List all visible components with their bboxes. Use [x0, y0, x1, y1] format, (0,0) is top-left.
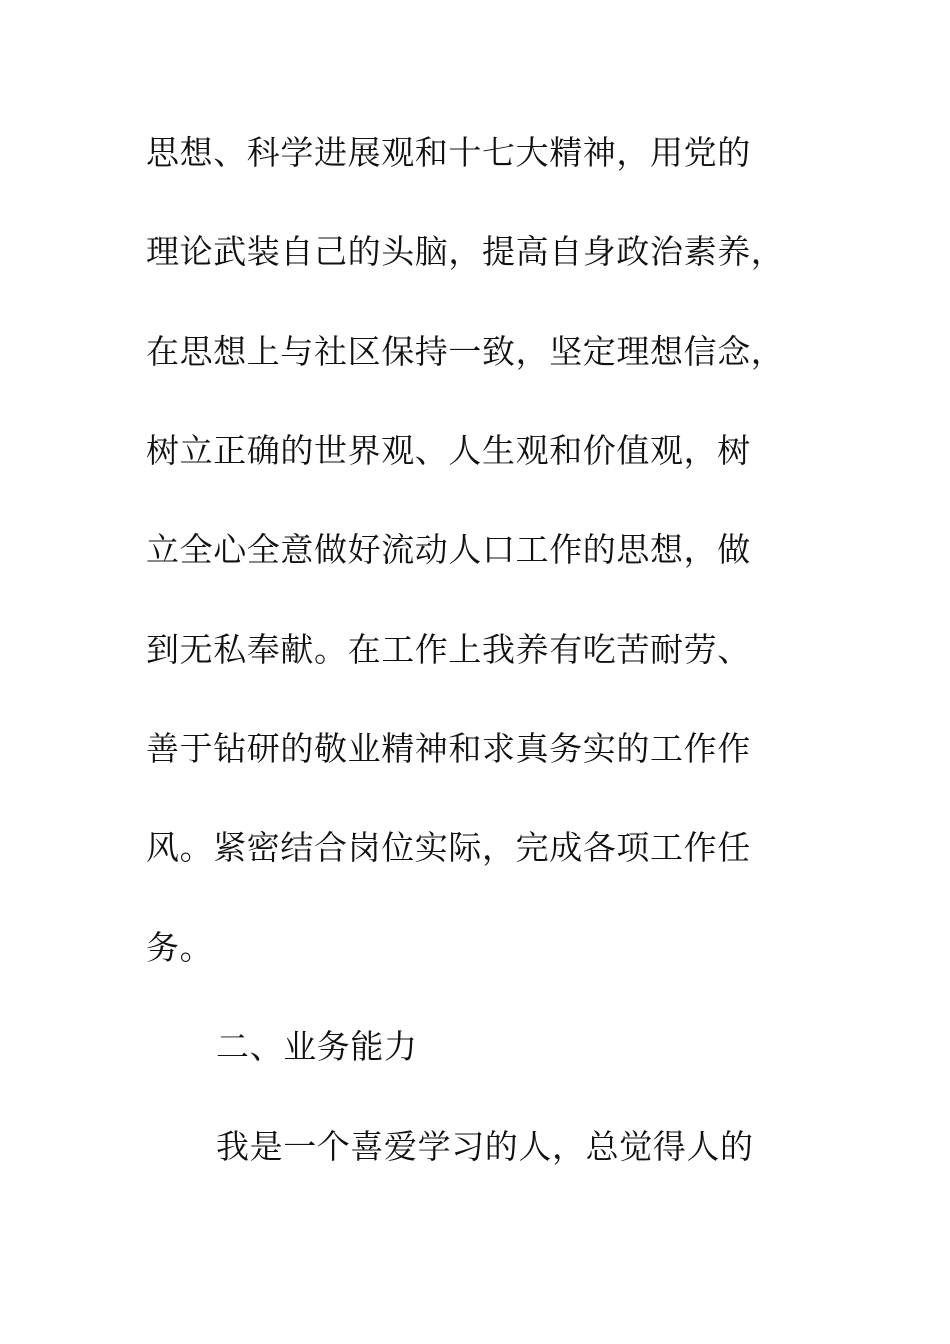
text-line-6: 到无私奉献。在工作上我养有吃苦耐劳、: [146, 630, 751, 669]
text-line-9: 务。: [146, 928, 214, 967]
section-heading: 二、业务能力: [216, 1027, 418, 1066]
text-line-3: 在思想上与社区保持一致，坚定理想信念，: [146, 332, 785, 371]
text-line-2: 理论武装自己的头脑，提高自身政治素养，: [146, 232, 785, 271]
text-line-1: 思想、科学进展观和十七大精神，用党的: [146, 133, 751, 172]
text-line-8: 风。紧密结合岗位实际，完成各项工作任: [146, 828, 751, 867]
text-line-7: 善于钻研的敬业精神和求真务实的工作作: [146, 729, 751, 768]
text-line-4: 树立正确的世界观、人生观和价值观，树: [146, 431, 751, 470]
paragraph-first-line: 我是一个喜爱学习的人，总觉得人的: [216, 1127, 754, 1166]
text-line-5: 立全心全意做好流动人口工作的思想，做: [146, 530, 751, 569]
